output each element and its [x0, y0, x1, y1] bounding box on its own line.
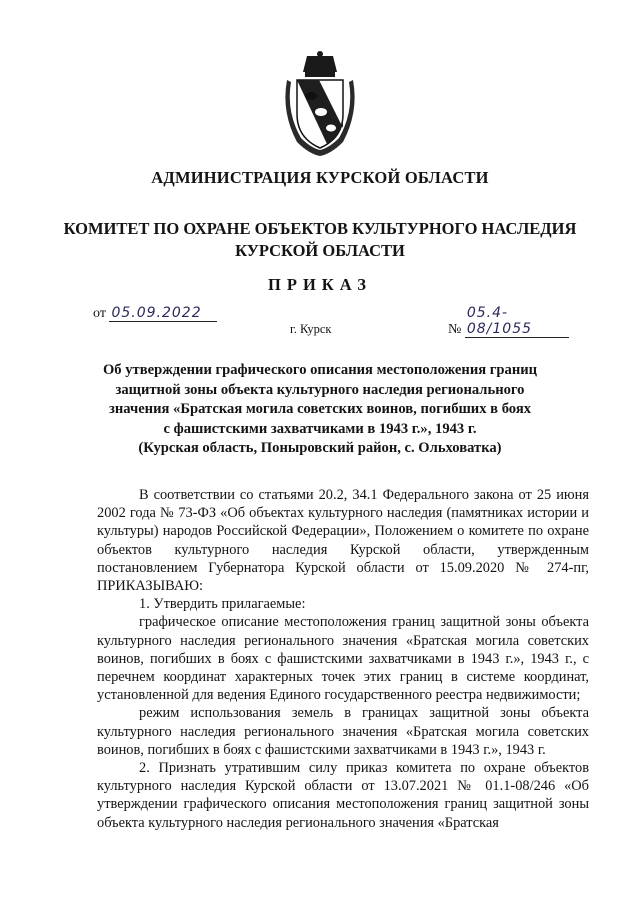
kursk-oblast-coat-of-arms-icon	[279, 50, 361, 158]
subject-line: значения «Братская могила советских воинов, погибших в боях	[108, 401, 532, 417]
city-label: г. Курск	[290, 322, 332, 336]
date-prefix: от	[93, 306, 106, 321]
order-body	[97, 486, 589, 832]
subject-line: Об утверждении графического описания местоположения границ	[102, 362, 538, 378]
committee-title-line2: КУРСКОЙ ОБЛАСТИ	[235, 241, 405, 260]
subject-line: защитной зоны объекта культурного наследия регионального	[115, 381, 525, 398]
number-prefix: №	[448, 322, 462, 337]
subject-line: (Курская область, Поныровский район, с. Ольховатка)	[138, 440, 502, 456]
body-paragraph: В соответствии со статьями 20.2, 34.1 Федерального закона от 25 июня 2002 года № 73-ФЗ «Об объектах культурного наследия (памятниках истории и культуры) народов Российской Федерации», Положением о комитете по охране объектов культурного наследия Курской области, утвержденным постановлением Губернатора Курской области от 15.09.2020 № 274-пг, ПРИКАЗЫВАЮ:	[97, 487, 589, 595]
order-date	[93, 305, 217, 322]
committee-title-line1: КОМИТЕТ ПО ОХРАНЕ ОБЪЕКТОВ КУЛЬТУРНОГО НАСЛЕДИЯ	[63, 219, 577, 238]
committee-title	[0, 218, 640, 262]
body-paragraph: графическое описание местоположения границ защитной зоны объекта культурного наследия регионального значения «Братская могила советских воинов, погибших в боях с фашистскими захватчиками в 1943 г.», 1943 г., с перечнем координат характерных точек этих границ в системе координат, установленной для ведения Единого государственного реестра недвижимости;	[97, 614, 589, 704]
subject-line: с фашистскими захватчиками в 1943 г.», 1943 г.	[163, 420, 477, 437]
order-number	[448, 305, 569, 338]
order-title: ПРИКАЗ	[268, 275, 372, 294]
body-paragraph: 1. Утвердить прилагаемые:	[139, 596, 306, 613]
date-handwritten: 05.09.2022	[109, 305, 217, 322]
body-paragraph: 2. Признать утратившим силу приказ комитета по охране объектов культурного наследия Курской области от 13.07.2021 № 01.1-08/246 «Об утверждении графического описания местоположения границ защитной зоны объекта культурного наследия регионального значения «Братская	[97, 760, 589, 831]
order-subject	[90, 361, 550, 459]
body-paragraph: режим использования земель в границах защитной зоны объекта культурного наследия регионального значения «Братская могила советских воинов, погибших в боях с фашистскими захватчиками в 1943 г.», 1943 г.	[97, 705, 589, 758]
number-handwritten: 05.4-08/1055	[465, 305, 569, 338]
administration-title: АДМИНИСТРАЦИЯ КУРСКОЙ ОБЛАСТИ	[151, 168, 489, 187]
